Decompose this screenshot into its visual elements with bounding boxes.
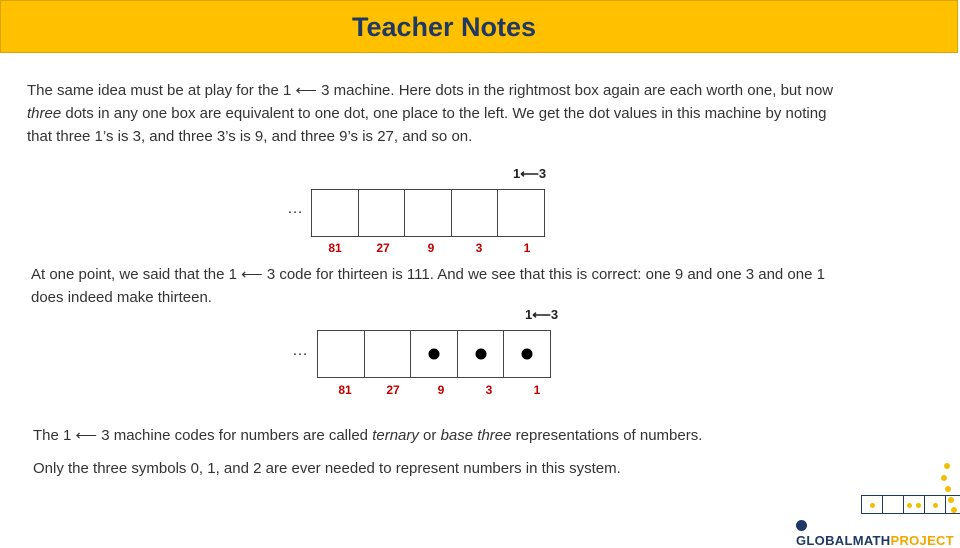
ternary-italic-1: ternary xyxy=(372,427,419,444)
logo-project: PROJECT xyxy=(890,533,954,548)
dot xyxy=(522,349,533,360)
intro-line2-b: dots in any one box are equivalent to one dot, one place to the left. We get the dot values in this machine by noting xyxy=(61,105,827,122)
ternary-italic-2: base three xyxy=(440,427,512,444)
logo-dot xyxy=(944,463,950,469)
intro-line2-italic: three xyxy=(27,105,62,122)
machine-box xyxy=(497,189,545,237)
place-value-label: 9 xyxy=(437,383,445,397)
machine-box xyxy=(410,330,458,378)
left-arrow-icon: ⟵ xyxy=(75,427,98,444)
place-value-label: 3 xyxy=(485,383,493,397)
logo-box xyxy=(924,495,946,514)
place-value-label: 81 xyxy=(328,241,342,255)
intro-paragraph xyxy=(27,79,937,148)
machine-boxes xyxy=(317,330,551,378)
dot xyxy=(475,349,486,360)
place-value-label: 9 xyxy=(427,241,435,255)
logo-dot xyxy=(951,507,957,513)
ellipsis: … xyxy=(292,342,308,359)
page-title: Teacher Notes xyxy=(351,12,537,42)
ellipsis: … xyxy=(287,200,303,217)
machine-rule-label: 1⟵3 xyxy=(513,166,547,181)
logo-box xyxy=(861,495,883,514)
left-arrow-icon: ⟵ xyxy=(295,82,317,99)
thirteen-line2: does indeed make thirteen. xyxy=(31,289,212,306)
left-arrow-icon: ⟵ xyxy=(241,266,263,283)
logo-box xyxy=(882,495,904,514)
logo-dot xyxy=(941,475,947,481)
ternary-d: representations of numbers. xyxy=(511,427,703,444)
global-math-project-logo xyxy=(796,518,960,548)
place-value-label: 3 xyxy=(475,241,483,255)
place-values xyxy=(311,241,551,255)
machine-box xyxy=(503,330,551,378)
place-value-label: 1 xyxy=(533,383,541,397)
machine-box xyxy=(404,189,452,237)
ternary-c: or xyxy=(418,427,441,444)
intro-line1-a: The same idea must be at play for the 1 xyxy=(27,82,296,99)
machine-boxes xyxy=(311,189,545,237)
machine-rule-label: 1⟵3 xyxy=(525,307,559,322)
logo-global: GLOBAL xyxy=(796,533,853,548)
title-banner xyxy=(0,0,958,53)
globe-icon xyxy=(796,520,807,531)
ternary-b: 3 machine codes for numbers are called xyxy=(97,427,373,444)
logo-dot xyxy=(945,486,951,492)
logo-dot xyxy=(948,497,954,503)
logo-box xyxy=(903,495,925,514)
machine-box xyxy=(317,330,365,378)
ternary-a: The 1 xyxy=(33,427,76,444)
place-value-label: 27 xyxy=(376,241,390,255)
logo-math: MATH xyxy=(852,533,891,548)
machine-box xyxy=(311,189,359,237)
machine-box xyxy=(364,330,412,378)
thirteen-line1-a: At one point, we said that the 1 xyxy=(31,266,242,283)
intro-line3: that three 1’s is 3, and three 3’s is 9, and three 9’s is 27, and so on. xyxy=(27,128,473,145)
ternary-paragraph xyxy=(33,424,933,447)
dot xyxy=(429,349,440,360)
place-value-label: 81 xyxy=(338,383,352,397)
machine-box xyxy=(451,189,499,237)
place-value-label: 27 xyxy=(386,383,400,397)
place-values xyxy=(321,383,561,397)
logo-boxes xyxy=(862,495,960,514)
machine-box xyxy=(358,189,406,237)
intro-line1-b: 3 machine. Here dots in the rightmost box again are each worth one, but now xyxy=(317,82,834,99)
machine-box xyxy=(457,330,505,378)
thirteen-paragraph xyxy=(31,263,931,309)
place-value-label: 1 xyxy=(523,241,531,255)
thirteen-line1-b: 3 code for thirteen is 111. And we see that this is correct: one 9 and one 3 and one 1 xyxy=(262,266,825,283)
symbols-paragraph: Only the three symbols 0, 1, and 2 are ever needed to represent numbers in this system. xyxy=(33,460,621,477)
